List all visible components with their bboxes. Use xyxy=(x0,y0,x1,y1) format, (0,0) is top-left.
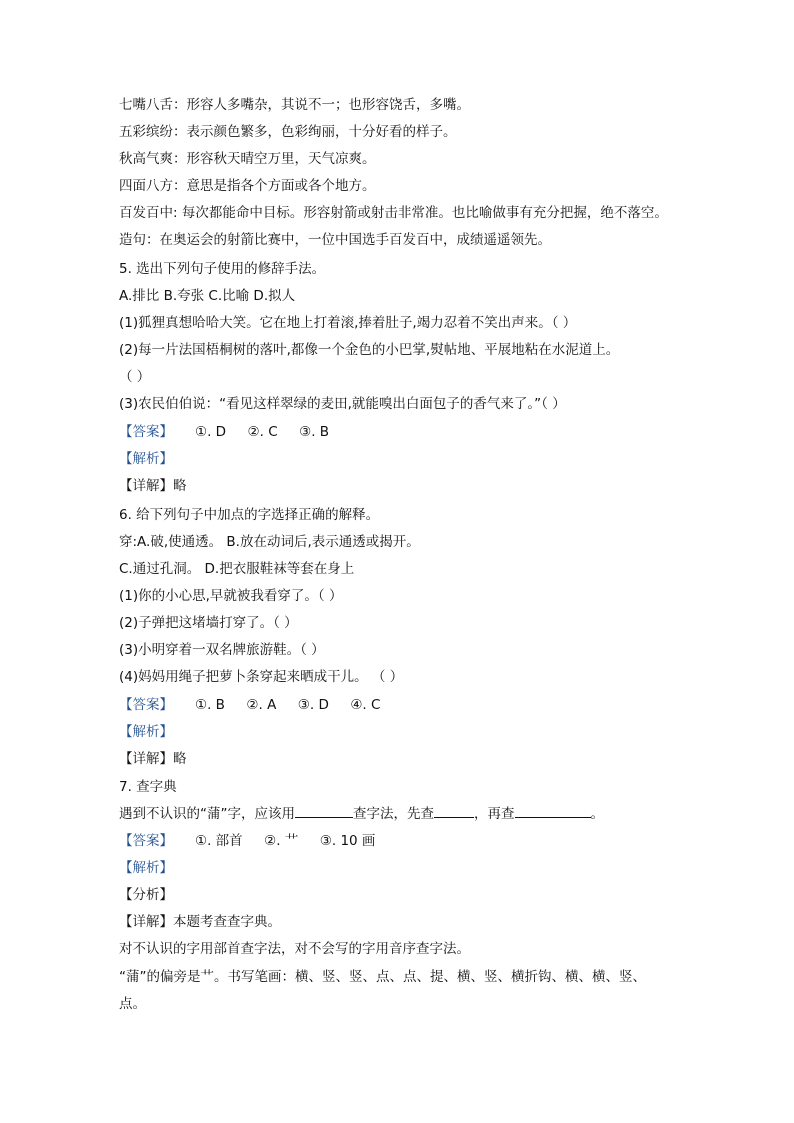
answer-text: ①. 部首 ②. 艹 ③. 10 画 xyxy=(195,833,376,849)
question-5-options: A.排比 B.夸张 C.比喻 D.拟人 xyxy=(119,288,296,304)
detail-label: 【详解】 xyxy=(119,914,173,930)
question-6-item: (4)妈妈用绳子把萝卜条穿起来晒成干儿。 （ ） xyxy=(119,669,404,685)
question-6-analysis xyxy=(119,723,173,741)
question-6-item: (3)小明穿着一双名牌旅游鞋。（ ） xyxy=(119,642,325,658)
question-7-text-d: 。 xyxy=(590,806,604,822)
question-7-detail xyxy=(119,913,281,931)
question-6-detail xyxy=(119,750,187,768)
question-7-explanation: “蒲”的偏旁是艹。书写笔画：横、竖、竖、点、点、提、横、竖、横折钩、横、横、竖、 xyxy=(119,969,646,985)
answer-label: 【答案】 xyxy=(119,424,173,440)
question-7-text-c: ，再查 xyxy=(474,806,515,822)
question-7-explanation: 对不认识的字用部首查字法，对不会写的字用音序查字法。 xyxy=(119,941,470,957)
question-7-analysis xyxy=(119,859,173,877)
question-6-definition: C.通过孔洞。 D.把衣服鞋袜等套在身上 xyxy=(119,561,355,577)
question-7-explanation: 点。 xyxy=(119,996,146,1012)
question-5-detail xyxy=(119,477,187,495)
question-6-definition: 穿:A.破,使通透。 B.放在动词后,表示通透或揭开。 xyxy=(119,534,420,550)
idiom-line: 七嘴八舌：形容人多嘴杂，其说不一；也形容饶舌，多嘴。 xyxy=(119,97,470,113)
question-5-analysis xyxy=(119,450,173,468)
question-7-title: 7. 查字典 xyxy=(119,779,177,795)
detail-text: 略 xyxy=(173,751,187,767)
answer-blank-1[interactable] xyxy=(295,805,353,818)
detail-label: 【详解】 xyxy=(119,751,173,767)
question-7-text-b: 查字法，先查 xyxy=(353,806,434,822)
question-6-title: 6. 给下列句子中加点的字选择正确的解释。 xyxy=(119,507,380,523)
idiom-line: 四面八方：意思是指各个方面或各个地方。 xyxy=(119,178,376,194)
fenxi-label: 【分析】 xyxy=(119,887,173,903)
analysis-label: 【解析】 xyxy=(119,451,173,467)
question-7-answer xyxy=(119,832,375,850)
detail-text: 略 xyxy=(173,478,187,494)
idiom-line: 五彩缤纷：表示颜色繁多，色彩绚丽，十分好看的样子。 xyxy=(119,124,457,140)
question-5-item: (3)农民伯伯说：“看见这样翠绿的麦田,就能嗅出白面包子的香气来了。”（ ） xyxy=(119,396,566,412)
answer-label: 【答案】 xyxy=(119,697,173,713)
question-5-item: (2)每一片法国梧桐树的落叶,都像一个金色的小巴掌,熨帖地、平展地粘在水泥道上。 xyxy=(119,342,620,358)
question-5-item: (1)狐狸真想哈哈大笑。它在地上打着滚,捧着肚子,竭力忍着不笑出声来。（ ） xyxy=(119,315,577,331)
question-5-answer xyxy=(119,423,329,441)
idiom-line: 秋高气爽：形容秋天晴空万里，天气凉爽。 xyxy=(119,151,376,167)
example-sentence: 造句：在奥运会的射箭比赛中，一位中国选手百发百中，成绩遥遥领先。 xyxy=(119,232,551,248)
answer-blank-3[interactable] xyxy=(515,805,591,818)
question-6-item: (1)你的小心思,早就被我看穿了。（ ） xyxy=(119,588,343,604)
question-5-item-bracket: （ ） xyxy=(119,369,151,385)
answer-blank-2[interactable] xyxy=(434,805,474,818)
answer-text: ①. B ②. A ③. D ④. C xyxy=(195,697,381,713)
analysis-label: 【解析】 xyxy=(119,860,173,876)
question-6-item: (2)子弹把这堵墙打穿了。（ ） xyxy=(119,615,298,631)
question-5-title: 5. 选出下列句子使用的修辞手法。 xyxy=(119,261,326,277)
question-6-answer xyxy=(119,696,380,714)
answer-text: ①. D ②. C ③. B xyxy=(195,424,330,440)
analysis-label: 【解析】 xyxy=(119,724,173,740)
detail-label: 【详解】 xyxy=(119,478,173,494)
question-7-text xyxy=(119,805,604,823)
question-7-text-a: 遇到不认识的“蒲”字，应该用 xyxy=(119,806,295,822)
question-7-fenxi xyxy=(119,886,173,904)
idiom-line: 百发百中: 每次都能命中目标。形容射箭或射击非常准。也比喻做事有充分把握，绝不落空。 xyxy=(119,205,668,221)
detail-text: 本题考查查字典。 xyxy=(173,914,281,930)
answer-label: 【答案】 xyxy=(119,833,173,849)
